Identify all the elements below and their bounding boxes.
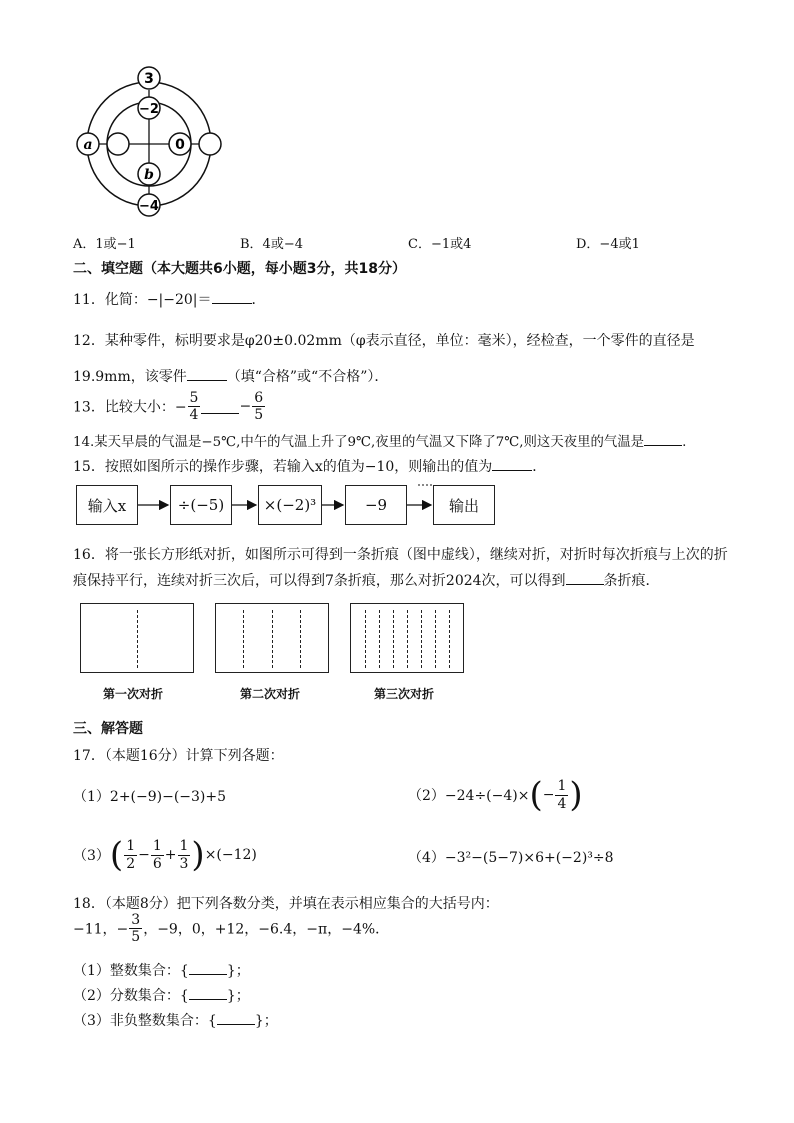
- ring-inner-bottom-label: b: [144, 167, 154, 183]
- q18-set-2: [73, 985, 250, 1005]
- fold-caption-3: 第三次对折: [374, 687, 435, 701]
- section-2-title: 二、填空题（本大题共6小题，每小题3分，共18分）: [73, 261, 406, 277]
- frac-num: 1: [179, 838, 189, 855]
- q18-fraction: [129, 912, 142, 945]
- option-c: C．−1或4: [408, 237, 472, 252]
- q18-set-1-blank[interactable]: [189, 960, 227, 975]
- q14-blank[interactable]: [644, 431, 682, 446]
- left-paren: (: [109, 835, 124, 875]
- q18-set-3-blank[interactable]: [217, 1010, 255, 1025]
- fold-line: [449, 610, 450, 668]
- q12-line2-b: （填“合格”或“不合格”）．: [226, 369, 389, 385]
- question-14: [73, 431, 686, 450]
- minus-sign: −: [138, 847, 150, 863]
- flow-box-subtract: −9: [345, 485, 407, 525]
- ring-inner-right-label: 0: [175, 137, 185, 153]
- q11-end: ．: [251, 292, 266, 308]
- frac-den: 2: [126, 855, 136, 872]
- frac-num: 1: [152, 838, 162, 855]
- q14-end: .: [682, 435, 687, 450]
- fold-line: [300, 610, 301, 668]
- ring-bottom-label: −4: [139, 199, 159, 214]
- q17-part-4: （4）−3²−(5−7)×6+(−2)³÷8: [408, 850, 614, 866]
- q17-p2-num: 1: [557, 778, 567, 795]
- q17-part-1: （1）2+(−9)−(−3)+5: [73, 789, 227, 805]
- question-15: [73, 456, 546, 476]
- q15-end: ．: [532, 459, 547, 475]
- q17-p2-neg: −: [542, 787, 555, 803]
- q17-p2-fraction: [555, 778, 568, 811]
- fold-line: [137, 610, 138, 668]
- option-d: D．−4或1: [576, 237, 640, 252]
- q17-p3-frac-3: [178, 838, 191, 871]
- q14-text: 14.某天早晨的气温是−5℃,中午的气温上升了9℃,夜里的气温又下降了7℃,则这天夜里的气温是: [73, 435, 645, 450]
- q15-blank[interactable]: [492, 456, 532, 471]
- right-paren: ): [191, 835, 205, 875]
- q17-p3-label: （3）: [73, 848, 110, 864]
- question-17-stem: 17．（本题16分）计算下列各题：: [73, 748, 284, 764]
- q13-mid: −: [239, 398, 252, 415]
- question-12-line1: 12．某种零件，标明要求是φ20±0.02mm（φ表示直径，单位：毫米），经检查，一个零件的直径是: [73, 333, 695, 349]
- q13-fraction-1: [188, 390, 201, 423]
- q16-blank[interactable]: [566, 570, 604, 585]
- flow-arrows: [0, 480, 794, 530]
- fold-line: [379, 610, 380, 668]
- fold-line: [393, 610, 394, 668]
- q16-line2-a: 痕保持平行，连续对折三次后，可以得到7条折痕，那么对折2024次，可以得到: [73, 573, 566, 589]
- q18-set-3-label: （3）非负整数集合：{: [73, 1013, 217, 1029]
- option-a: A．1或−1: [73, 237, 136, 252]
- q18-set-1-label: （1）整数集合：{: [73, 963, 189, 979]
- q18-set-3: [73, 1010, 278, 1030]
- q15-text: 15．按照如图所示的操作步骤，若输入x的值为−10，则输出的值为: [73, 459, 493, 475]
- frac-num: 1: [126, 838, 136, 855]
- question-16-line1: 16．将一张长方形纸对折，如图所示可得到一条折痕（图中虚线），继续对折，对折时每次折痕与上次的折: [73, 547, 728, 563]
- fold-line: [407, 610, 408, 668]
- q18-frac-num: 3: [131, 912, 141, 928]
- question-12-line2: [73, 366, 388, 386]
- question-13: [73, 390, 266, 423]
- plus-sign: +: [164, 847, 177, 863]
- fold-caption-2: 第二次对折: [240, 687, 301, 701]
- q11-text: 11．化简：−|−20|＝: [73, 292, 212, 308]
- q13-fraction-2: [252, 390, 265, 423]
- q16-line2-b: 条折痕．: [603, 573, 660, 589]
- frac-den: 6: [152, 855, 162, 872]
- q18-set-1: [73, 960, 250, 980]
- q18-frac-den: 5: [131, 929, 141, 946]
- q17-p3-frac-1: [124, 838, 137, 871]
- q13-f1-den: 4: [189, 407, 199, 424]
- flow-box-output: 输出: [433, 485, 495, 525]
- q12-blank[interactable]: [187, 366, 227, 381]
- fold-diagram-3: [350, 603, 464, 673]
- question-11: [73, 289, 266, 309]
- fold-line: [272, 610, 273, 668]
- q18-set-2-label: （2）分数集合：{: [73, 988, 189, 1004]
- q18-set-3-close: }；: [254, 1013, 278, 1029]
- fold-diagram-1: [80, 603, 194, 673]
- fold-line: [421, 610, 422, 668]
- q13-f2-den: 5: [254, 407, 264, 424]
- q13-prefix: 13．比较大小：−: [73, 399, 187, 416]
- ring-left-label: a: [83, 137, 93, 153]
- right-paren: ): [569, 775, 583, 815]
- fold-line: [365, 610, 366, 668]
- flow-box-input: 输入x: [76, 485, 138, 525]
- q17-part-2: [408, 775, 583, 815]
- ring-top-label: 3: [144, 71, 154, 87]
- ring-diagram: [72, 62, 232, 222]
- q12-line2-a: 19.9mm，该零件: [73, 369, 187, 385]
- left-paren: (: [529, 775, 543, 815]
- question-16-line2: [73, 570, 660, 590]
- q18-numbers: [73, 912, 389, 945]
- q13-f2-num: 6: [254, 390, 264, 406]
- q17-p3-tail: ×(−12): [204, 847, 257, 863]
- fold-diagram-2: [215, 603, 329, 673]
- q17-p2-den: 4: [557, 795, 567, 812]
- fold-line: [435, 610, 436, 668]
- q11-blank[interactable]: [212, 289, 252, 304]
- option-b: B．4或−4: [240, 237, 303, 252]
- fold-line: [243, 610, 244, 668]
- question-18-stem: 18．（本题8分）把下列各数分类，并填在表示相应集合的大括号内：: [73, 896, 499, 912]
- q17-part-3: [73, 835, 257, 875]
- frac-den: 3: [179, 855, 189, 872]
- flow-box-multiply: ×(−2)³: [258, 485, 322, 525]
- q18-nums-b: ，−9，0，+12，−6.4，−π，−4%．: [143, 921, 390, 938]
- q17-p3-frac-2: [151, 838, 164, 871]
- q17-p2-text: （2）−24÷(−4)×: [408, 788, 530, 804]
- section-3-title: 三、解答题: [73, 721, 143, 737]
- q18-nums-a: −11，−: [73, 921, 129, 938]
- q18-set-2-blank[interactable]: [189, 985, 227, 1000]
- ring-inner-top-label: −2: [139, 102, 159, 117]
- q18-set-1-close: }；: [226, 963, 250, 979]
- q18-set-2-close: }；: [226, 988, 250, 1004]
- q13-blank[interactable]: [201, 399, 239, 414]
- flow-box-divide: ÷(−5): [170, 485, 232, 525]
- fold-caption-1: 第一次对折: [103, 687, 164, 701]
- q13-f1-num: 5: [189, 390, 199, 406]
